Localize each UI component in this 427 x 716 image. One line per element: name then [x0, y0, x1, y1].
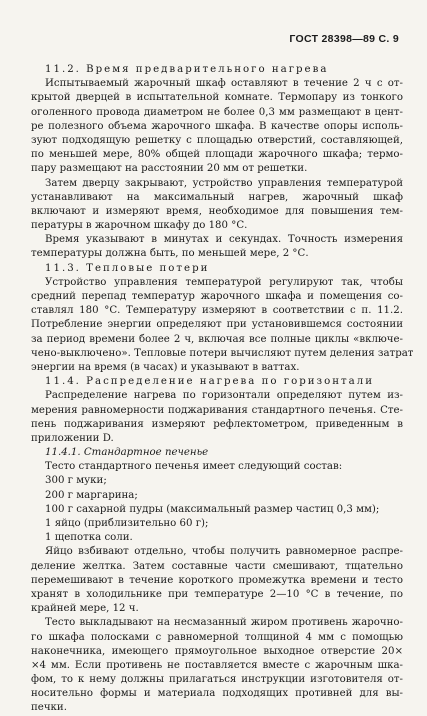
paragraph-line: энергии на время (в часах) и указывают в ваттах.: [31, 361, 300, 373]
paragraph-line: деление желтка. Затем составные части смешивают, тщательно: [31, 560, 403, 572]
paragraph-line: Испытываемый жарочный шкаф оставляют в течение 2 ч с от-: [45, 78, 403, 90]
paragraph-line: ×4 мм. Если противень не поставляется вместе с жарочным шка-: [31, 659, 403, 671]
paragraph-line: печки.: [31, 702, 67, 714]
paragraph-line: средний перепад температур жарочного шкафа и помещения со-: [31, 291, 403, 302]
paragraph-line: мерения равномерности поджаривания стандартного печенья. Сте-: [31, 404, 403, 416]
paragraph-line: ре полезного объема жарочного шкафа. В качестве опоры исполь-: [31, 120, 403, 132]
paragraph-line: Яйцо взбивают отдельно, чтобы получить равномерное распре-: [45, 546, 403, 558]
paragraph-line: по меньшей мере, 80% общей площади жарочного шкафа; термо-: [31, 149, 403, 161]
paragraph-line: Устройство управления температурой регулируют так, чтобы: [45, 276, 403, 288]
paragraph-line: фом, то к нему должны прилагаться инструкции изготовителя от-: [31, 674, 403, 686]
paragraph-line: оголенного провода диаметром не более 0,3 мм размещают в цент-: [31, 106, 403, 118]
paragraph-line: Потребление энергии определяют при установившемся состоянии: [31, 319, 403, 331]
paragraph-line: наконечника, имеющего прямоугольное выходное отверстие 20×: [31, 645, 403, 657]
paragraph-line: перемешивают в течение короткого промежутка времени и тесто: [31, 574, 403, 586]
paragraph-line: крытой дверцей в испытательной комнате. Термопару из тонкого: [31, 92, 403, 104]
section-heading-11-3: 11.3. Тепловые потери: [45, 262, 210, 274]
section-heading-11-4: 11.4. Распределение нагрева по горизонтали: [45, 376, 374, 388]
paragraph-line: пень поджаривания измеряют рефлектометром, приведенным в: [31, 418, 403, 430]
paragraph-line: чено-выключено». Тепловые потери вычисляют путем деления затрат: [31, 347, 414, 359]
paragraph-line: устанавливают на максимальный нагрев, жарочный шкаф: [31, 191, 403, 203]
ingredient-list-item: 100 г сахарной пудры (максимальный размер частиц 0,3 мм);: [45, 503, 380, 515]
subsection-heading-11-4-1: 11.4.1. Стандартное печенье: [45, 447, 209, 459]
ingredient-list-item: 200 г маргарина;: [45, 489, 138, 501]
ingredient-list-item: 1 щепотка соли.: [45, 532, 133, 544]
paragraph-line: включают и измеряют время, необходимое для повышения тем-: [31, 205, 403, 217]
paragraph-line: носительно формы и материала подходящих противней для вы-: [31, 688, 403, 700]
page-header: ГОСТ 28398—89 С. 9: [289, 33, 399, 45]
paragraph-line: ставлял 180 °С. Температуру измеряют в соответствии с п. 11.2.: [31, 305, 403, 317]
paragraph-line: приложении D.: [31, 432, 114, 444]
paragraph-line: Тесто стандартного печенья имеет следующий состав:: [45, 461, 343, 473]
paragraph-line: Время указывают в минутах и секундах. Точность измерения: [45, 234, 403, 246]
section-heading-11-2: 11.2. Время предварительного нагрева: [45, 64, 329, 75]
body-text: [31, 63, 414, 716]
paragraph-line: крайней мере, 12 ч.: [31, 603, 139, 615]
paragraph-line: пару размещают на расстоянии 20 мм от решетки.: [31, 163, 308, 175]
ingredient-list-item: 1 яйцо (приблизительно 60 г);: [45, 518, 209, 529]
paragraph-line: за период времени более 2 ч, включая все полные циклы «включе-: [31, 333, 403, 345]
paragraph-line: хранят в холодильнике при температуре 2—10 °С в течение, по: [31, 588, 403, 600]
paragraph-line: температуры должна быть, по меньшей мере, 2 °С.: [31, 248, 309, 260]
paragraph-line: пературы в жарочном шкафу до 180 °С.: [31, 220, 248, 232]
paragraph-line: го шкафа полосками с равномерной толщиной 4 мм с помощью: [31, 631, 403, 643]
ingredient-list-item: 300 г муки;: [45, 475, 107, 487]
paragraph-line: Тесто выкладывают на несмазанный жиром противень жарочно-: [45, 617, 403, 629]
paragraph-line: Распределение нагрева по горизонтали определяют путем из-: [45, 390, 403, 402]
paragraph-line: зуют подходящую решетку с площадью отверстий, составляющей,: [31, 134, 403, 146]
paragraph-line: Затем дверцу закрывают, устройство управления температурой: [45, 177, 403, 189]
